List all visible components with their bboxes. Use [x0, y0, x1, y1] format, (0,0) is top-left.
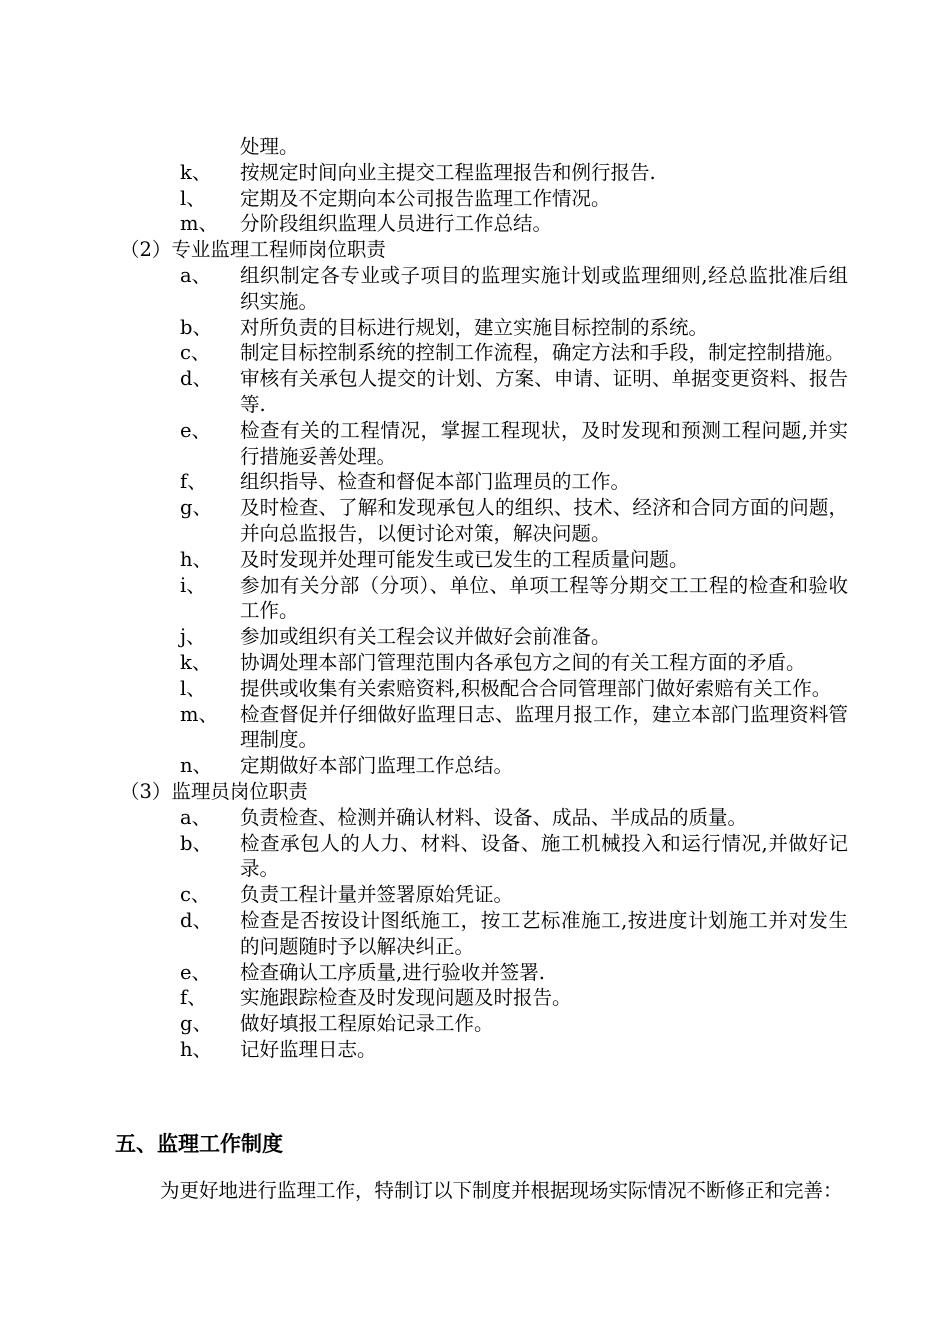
- list-item: [0, 985, 950, 1011]
- list-item: [0, 160, 950, 186]
- list-item-marker: m、: [180, 702, 218, 726]
- list-item-marker: i、: [180, 573, 206, 597]
- list-item-marker: d、: [180, 367, 212, 391]
- list-item-text: 参加或组织有关工程会议并做好会前准备。: [240, 625, 611, 649]
- list-item-marker: e、: [180, 418, 212, 442]
- list-item: [0, 908, 950, 960]
- list-item: [0, 211, 950, 237]
- list-item-text: 做好填报工程原始记录工作。: [240, 1012, 494, 1036]
- section-heading: 五、监理工作制度: [115, 1132, 283, 1156]
- list-item: [0, 418, 950, 470]
- list-item-text: 按规定时间向业主提交工程监理报告和例行报告.: [240, 160, 656, 184]
- list-item-marker: g、: [180, 496, 212, 520]
- list-item-text: 对所负责的目标进行规划，建立实施目标控制的系统。: [240, 315, 709, 339]
- list-item: [0, 676, 950, 702]
- list-item-marker: m、: [180, 212, 218, 236]
- list-item-marker: l、: [180, 186, 206, 210]
- list-item-text: 参加有关分部（分项）、单位、单项工程等分期交工工程的检查和验收工作。: [240, 573, 848, 623]
- list-item-marker: f、: [180, 986, 207, 1010]
- list-item-marker: d、: [180, 908, 212, 932]
- list-item-text: 检查督促并仔细做好监理日志、监理月报工作，建立本部门监理资料管理制度。: [240, 702, 848, 752]
- list-item-text: 检查是否按设计图纸施工，按工艺标准施工,按进度计划施工并对发生的问题随时予以解决纠正。: [240, 908, 848, 958]
- list-item-marker: h、: [180, 1037, 213, 1061]
- list-item: [0, 624, 950, 650]
- list-item: [0, 547, 950, 573]
- list-item-marker: c、: [180, 883, 211, 907]
- list-item-text: 定期及不定期向本公司报告监理工作情况。: [240, 186, 611, 210]
- list-item-marker: e、: [180, 960, 212, 984]
- list-item: [0, 263, 950, 315]
- list-item-text: 及时检查、了解和发现承包人的组织、技术、经济和合同方面的问题，并向总监报告，以便讨论对策，解决问题。: [240, 496, 848, 545]
- list-item: [0, 960, 950, 986]
- list-item-marker: j、: [180, 625, 206, 649]
- list-item-marker: b、: [180, 315, 212, 339]
- list-item: [0, 753, 950, 779]
- list-item-marker: f、: [180, 470, 207, 494]
- list-item: [0, 882, 950, 908]
- list-item-marker: c、: [180, 341, 211, 365]
- list-item-text: 组织制定各专业或子项目的监理实施计划或监理细则,经总监批准后组织实施。: [240, 263, 848, 313]
- list-item-text: 及时发现并处理可能发生或已发生的工程质量问题。: [240, 547, 689, 571]
- duties-list: [0, 134, 950, 1063]
- list-item-marker: g、: [180, 1012, 212, 1036]
- list-item-marker: h、: [180, 547, 213, 571]
- list-item: [0, 186, 950, 212]
- body-paragraph: 为更好地进行监理工作，特制订以下制度并根据现场实际情况不断修正和完善：: [160, 1179, 843, 1202]
- list-item-text: 分阶段组织监理人员进行工作总结。: [240, 212, 553, 236]
- list-item: [0, 702, 950, 754]
- list-item: [0, 831, 950, 883]
- list-item-text: 审核有关承包人提交的计划、方案、申请、证明、单据变更资料、报告等.: [240, 367, 848, 416]
- list-item-text: 定期做好本部门监理工作总结。: [240, 754, 514, 778]
- list-item-text: 实施跟踪检查及时发现问题及时报告。: [240, 986, 572, 1010]
- list-item: [0, 366, 950, 418]
- list-item: [0, 573, 950, 625]
- list-item-text: 检查有关的工程情况，掌握工程现状，及时发现和预测工程问题,并实行措施妥善处理。: [240, 418, 848, 468]
- list-item: [0, 469, 950, 495]
- section2-items: [0, 263, 950, 779]
- list-item-text: 负责检查、检测并确认材料、设备、成品、半成品的质量。: [240, 805, 748, 829]
- list-item-text: 检查确认工序质量,进行验收并签署.: [240, 960, 545, 984]
- list-item-text: 记好监理日志。: [240, 1037, 377, 1061]
- continuation-text: 处理。: [240, 135, 299, 158]
- list-item: [0, 315, 950, 341]
- continuation-line: [0, 134, 950, 160]
- list-item-text: 提供或收集有关索赔资料,积极配合合同管理部门做好索赔有关工作。: [240, 676, 832, 700]
- list-item-text: 组织指导、检查和督促本部门监理员的工作。: [240, 470, 631, 494]
- section2-title: （2）专业监理工程师岗位职责: [120, 238, 386, 262]
- list-item-marker: a、: [180, 263, 212, 287]
- list-item-marker: k、: [180, 160, 212, 184]
- list-item-text: 协调处理本部门管理范围内各承包方之间的有关工程方面的矛盾。: [240, 650, 806, 674]
- list-item: [0, 340, 950, 366]
- list-item-marker: k、: [180, 650, 212, 674]
- list-item-text: 检查承包人的人力、材料、设备、施工机械投入和运行情况,并做好记录。: [240, 831, 848, 881]
- intro-items: [0, 160, 950, 237]
- section3-title: （3）监理员岗位职责: [120, 779, 308, 803]
- list-item-marker: n、: [180, 754, 213, 778]
- list-item-marker: b、: [180, 831, 212, 855]
- list-item-text: 负责工程计量并签署原始凭证。: [240, 883, 514, 907]
- list-item: [0, 805, 950, 831]
- list-item: [0, 1011, 950, 1037]
- list-item-text: 制定目标控制系统的控制工作流程，确定方法和手段，制定控制措施。: [240, 341, 845, 365]
- list-item: [0, 1037, 950, 1063]
- list-item-marker: l、: [180, 676, 206, 700]
- list-item: [0, 650, 950, 676]
- list-item: [0, 495, 950, 547]
- section3-items: [0, 805, 950, 1063]
- list-item-marker: a、: [180, 805, 212, 829]
